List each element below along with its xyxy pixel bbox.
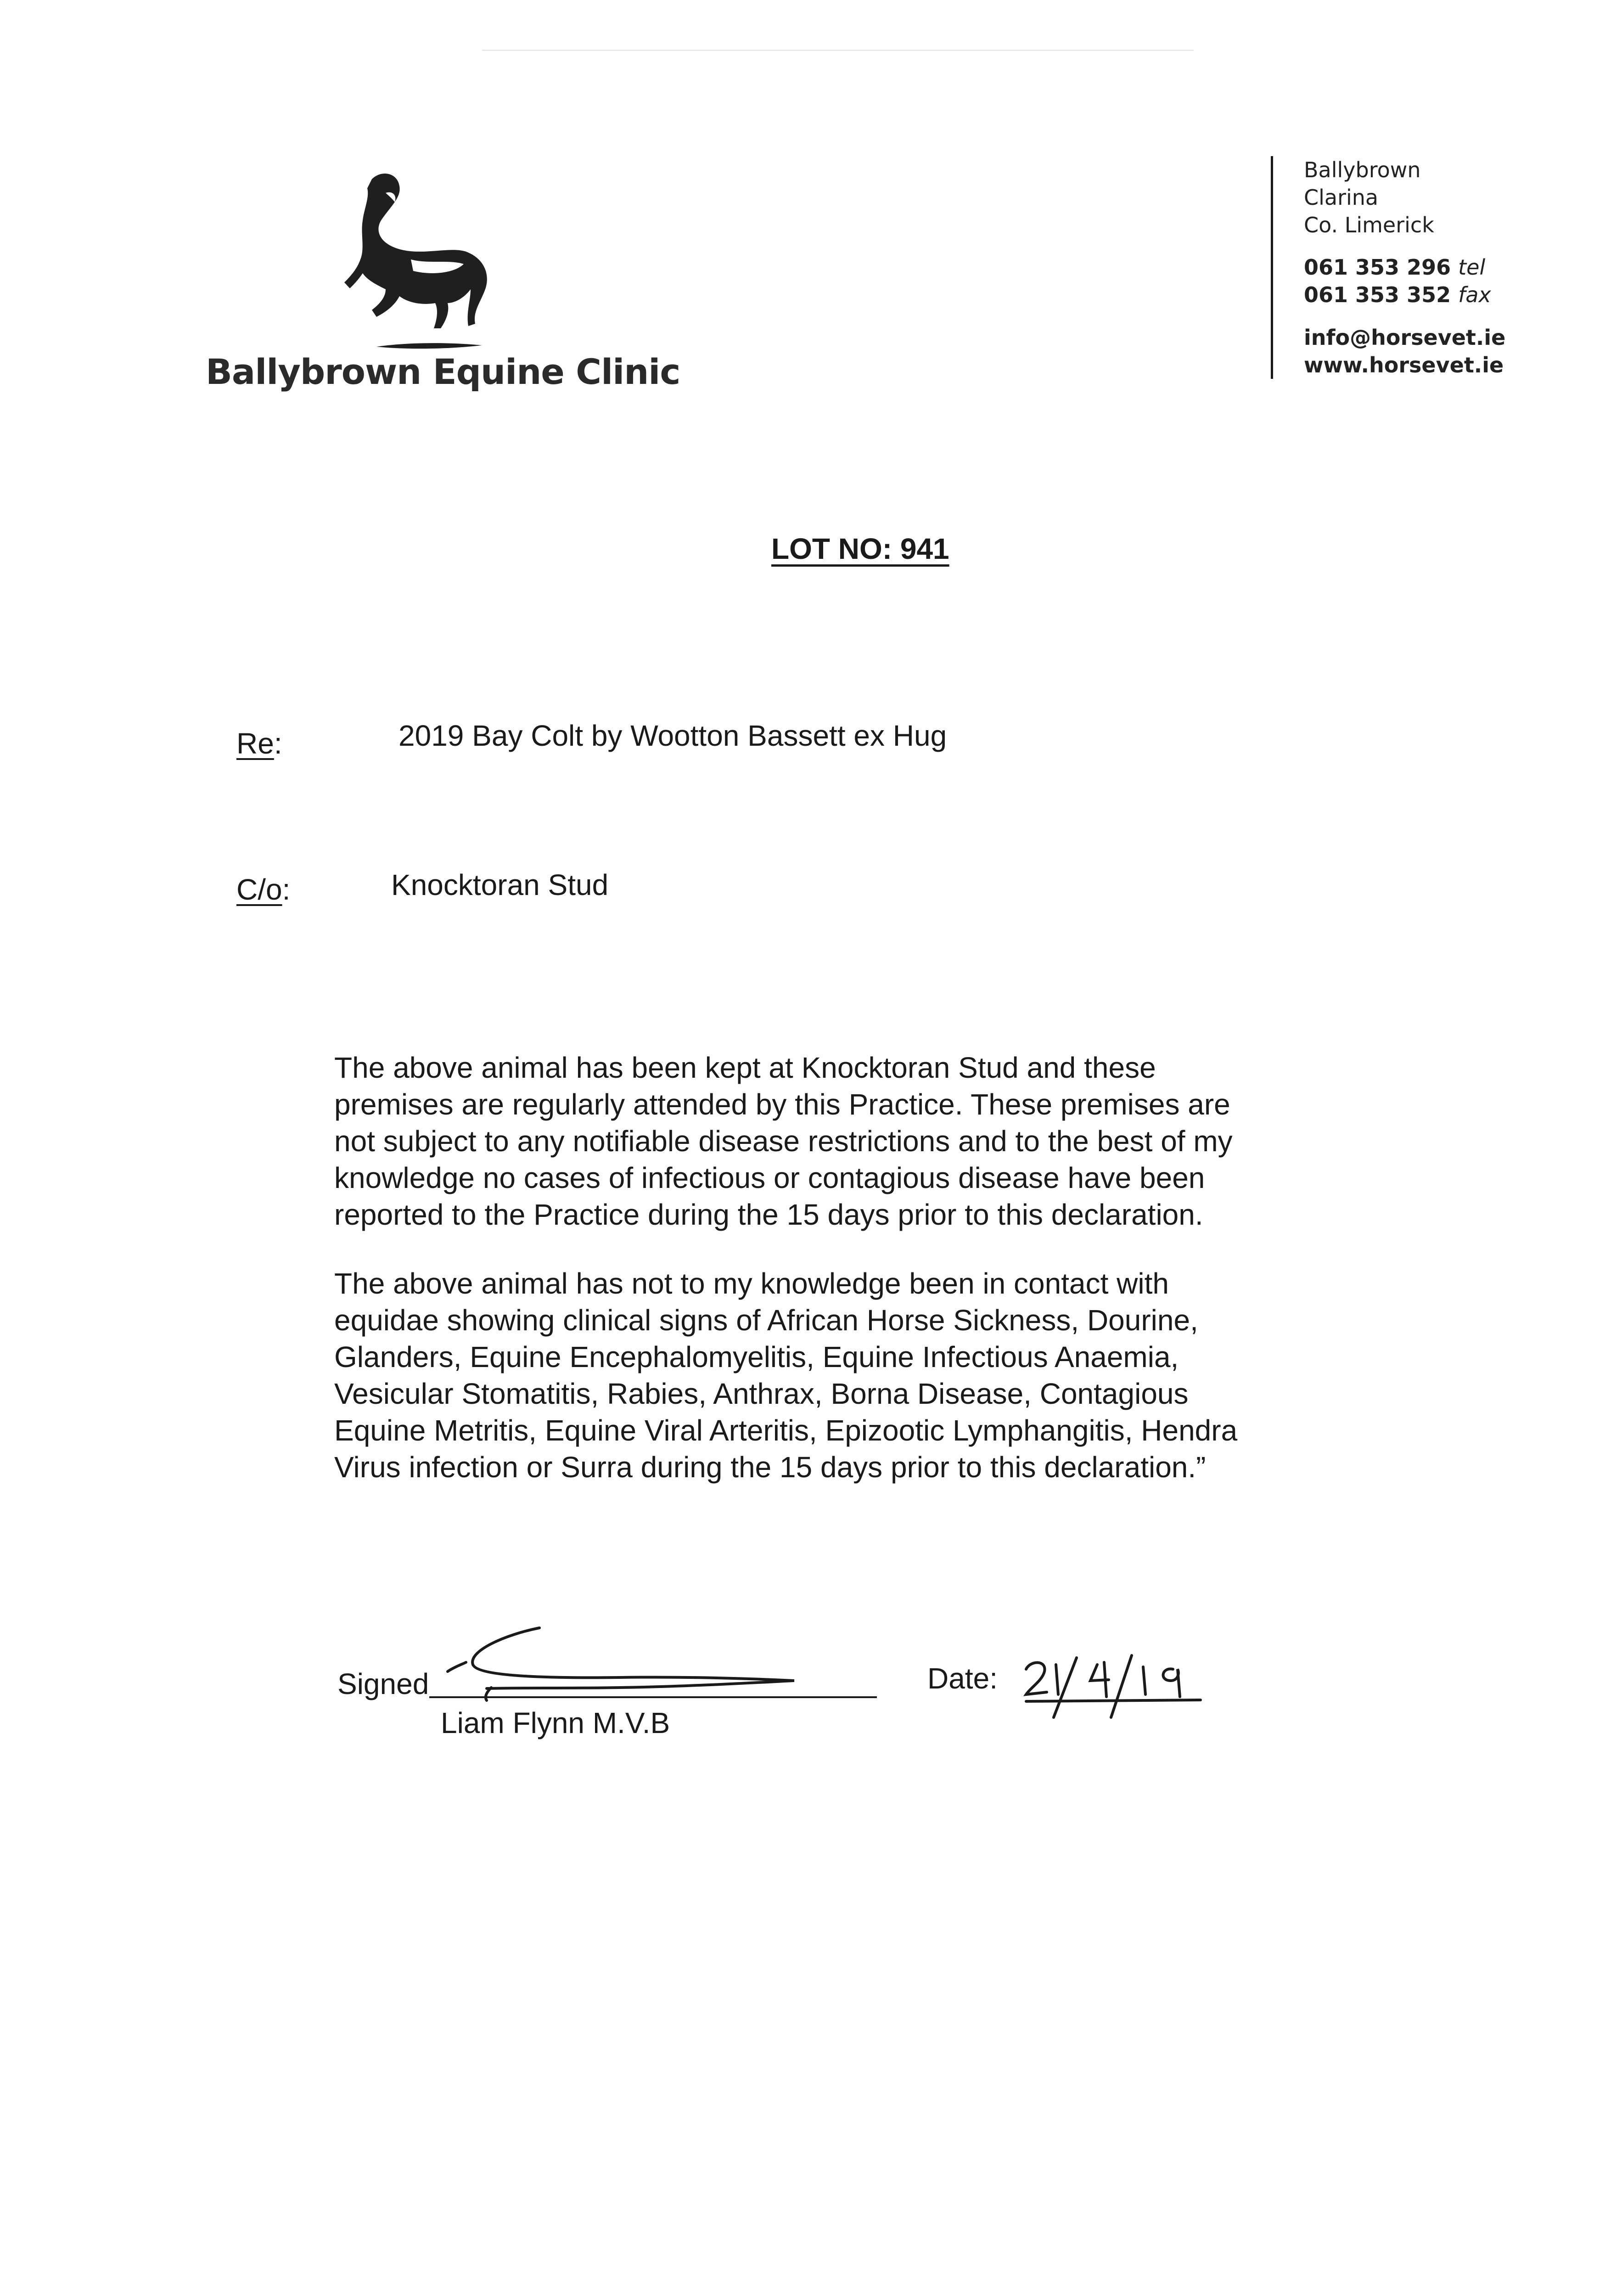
paragraph-line: Virus infection or Surra during the 15 days prior to this declaration.”	[334, 1451, 1206, 1484]
paragraph-line: not subject to any notifiable disease restrictions and to the best of my	[334, 1125, 1233, 1158]
paragraph-line: knowledge no cases of infectious or contagious disease have been	[334, 1161, 1205, 1194]
phone-number: 061 353 296	[1304, 255, 1451, 280]
re-label: Re:	[236, 727, 282, 760]
fax-line	[1304, 281, 1491, 309]
address-line-1: Ballybrown	[1304, 158, 1421, 182]
phone-line	[1304, 253, 1485, 281]
email: info@horsevet.ie	[1304, 325, 1506, 350]
paragraph-2	[334, 1265, 1344, 1486]
handwritten-date	[1021, 1649, 1214, 1722]
clinic-name: Ballybrown Equine Clinic	[206, 351, 680, 392]
signer-name: Liam Flynn M.V.B	[441, 1706, 670, 1739]
paragraph-line: The above animal has been kept at Knocktoran Stud and these	[334, 1051, 1156, 1084]
re-label-text: Re	[236, 727, 274, 760]
paragraph-line: premises are regularly attended by this Practice. These premises are	[334, 1088, 1230, 1121]
paragraph-line: The above animal has not to my knowledge been in contact with	[334, 1267, 1169, 1300]
fax-suffix: fax	[1458, 282, 1491, 307]
horse-logo-icon	[317, 165, 519, 358]
paragraph-line: Vesicular Stomatitis, Rabies, Anthrax, Borna Disease, Contagious	[334, 1377, 1189, 1410]
lot-number: LOT NO: 941	[771, 532, 949, 565]
paragraph-line: reported to the Practice during the 15 days prior to this declaration.	[334, 1198, 1203, 1231]
fax-number: 061 353 352	[1304, 282, 1451, 307]
paragraph-line: Equine Metritis, Equine Viral Arteritis, Epizootic Lymphangitis, Hendra	[334, 1414, 1238, 1447]
website: www.horsevet.ie	[1304, 353, 1504, 377]
co-value: Knocktoran Stud	[391, 868, 609, 901]
paragraph-line: Glanders, Equine Encephalomyelitis, Equine Infectious Anaemia,	[334, 1340, 1179, 1373]
co-label: C/o:	[236, 873, 291, 906]
phone-suffix: tel	[1458, 255, 1486, 280]
address-line-3: Co. Limerick	[1304, 213, 1434, 237]
date-label: Date:	[927, 1662, 998, 1695]
letterhead-divider	[1271, 156, 1273, 379]
signed-label: Signed	[337, 1667, 429, 1700]
re-value: 2019 Bay Colt by Wootton Bassett ex Hug	[398, 719, 947, 752]
paragraph-line: equidae showing clinical signs of African Horse Sickness, Dourine,	[334, 1304, 1198, 1337]
address-line-2: Clarina	[1304, 185, 1379, 210]
co-label-text: C/o	[236, 873, 282, 906]
paragraph-1	[334, 1049, 1344, 1233]
scan-artifact-line	[482, 50, 1194, 51]
